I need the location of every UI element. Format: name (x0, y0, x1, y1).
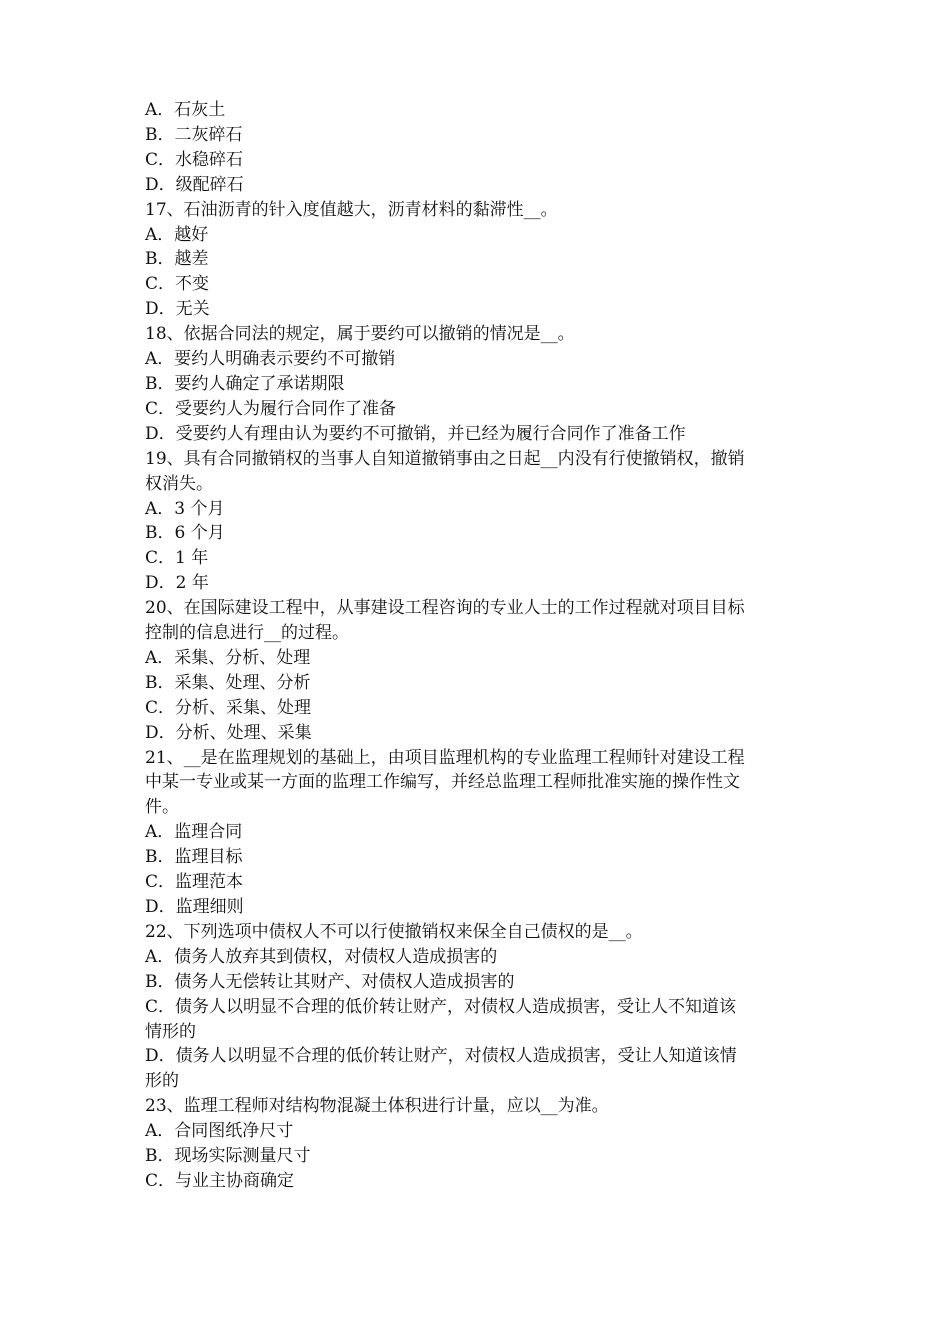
option-a: A．越好 (145, 224, 209, 245)
question-stem: 23、监理工程师对结构物混凝土体积进行计量，应以__为准。 (145, 1096, 609, 1117)
question-stem-line: 21、__是在监理规划的基础上，由项目监理机构的专业监理工程师针对建设工程 (145, 747, 745, 768)
option-d: D．无关 (145, 299, 210, 320)
option-b: B．要约人确定了承诺期限 (145, 373, 345, 394)
option-c: C．不变 (145, 274, 210, 295)
option-a: A．监理合同 (145, 822, 243, 843)
option-a: A．债务人放弃其到债权，对债权人造成损害的 (145, 946, 498, 967)
option-b: B．越差 (145, 249, 209, 270)
option-c: C．1 年 (145, 548, 209, 569)
question-stem-line: 20、在国际建设工程中，从事建设工程咨询的专业人士的工作过程就对项目目标 (145, 598, 745, 619)
document-page (145, 98, 813, 1194)
question-17 (145, 198, 813, 323)
option-d: D．分析、处理、采集 (145, 722, 312, 743)
option-d-line: D．债务人以明显不合理的低价转让财产，对债权人造成损害，受让人知道该情 (145, 1046, 737, 1067)
option-a: A．采集、分析、处理 (145, 647, 311, 668)
option-a: A．要约人明确表示要约不可撤销 (145, 349, 396, 370)
option-b: B．采集、处理、分析 (145, 672, 311, 693)
question-stem-line: 19、具有合同撤销权的当事人自知道撤销事由之日起__内没有行使撤销权，撤销 (145, 448, 745, 469)
option-c: C．监理范本 (145, 872, 244, 893)
option-b: B．6 个月 (145, 523, 225, 544)
option-b: B．二灰碎石 (145, 124, 243, 145)
option-c: C．水稳碎石 (145, 149, 244, 170)
option-a: A．石灰土 (145, 100, 226, 120)
question-stem-line: 控制的信息进行__的过程。 (145, 623, 349, 644)
option-b: B．监理目标 (145, 847, 243, 868)
option-c-line: 情形的 (145, 1021, 196, 1042)
option-d: D．监理细则 (145, 897, 244, 917)
option-c-line: C．债务人以明显不合理的低价转让财产，对债权人造成损害，受让人不知道该 (145, 996, 737, 1017)
question-stem: 18、依据合同法的规定，属于要约可以撤销的情况是__。 (145, 324, 575, 345)
question-20 (145, 596, 813, 745)
question-stem-line: 权消失。 (145, 473, 213, 494)
question-stem: 17、石油沥青的针入度值越大，沥青材料的黏滞性__。 (145, 199, 558, 220)
question-23 (145, 1094, 813, 1194)
option-c: C．与业主协商确定 (145, 1170, 295, 1191)
previous-question-options (145, 98, 813, 198)
option-d: D．级配碎石 (145, 174, 244, 195)
option-b: B．债务人无偿转让其财产、对债权人造成损害的 (145, 971, 515, 992)
option-a: A．合同图纸净尺寸 (145, 1121, 294, 1142)
option-c: C．受要约人为履行合同作了准备 (145, 398, 397, 419)
option-d: D．受要约人有理由认为要约不可撤销，并已经为履行合同作了准备工作 (145, 423, 686, 444)
question-22 (145, 920, 813, 1094)
option-d: D．2 年 (145, 573, 209, 594)
option-d-line: 形的 (145, 1071, 179, 1092)
question-stem-line: 件。 (145, 797, 179, 818)
option-a: A．3 个月 (145, 498, 225, 519)
question-19 (145, 447, 813, 596)
question-stem-line: 中某一专业或某一方面的监理工作编写，并经总监理工程师批准实施的操作性文 (145, 772, 740, 793)
question-stem: 22、下列选项中债权人不可以行使撤销权来保全自己债权的是__。 (145, 921, 643, 942)
option-c: C．分析、采集、处理 (145, 697, 312, 718)
question-21 (145, 746, 813, 920)
option-b: B．现场实际测量尺寸 (145, 1146, 311, 1167)
question-18 (145, 322, 813, 447)
